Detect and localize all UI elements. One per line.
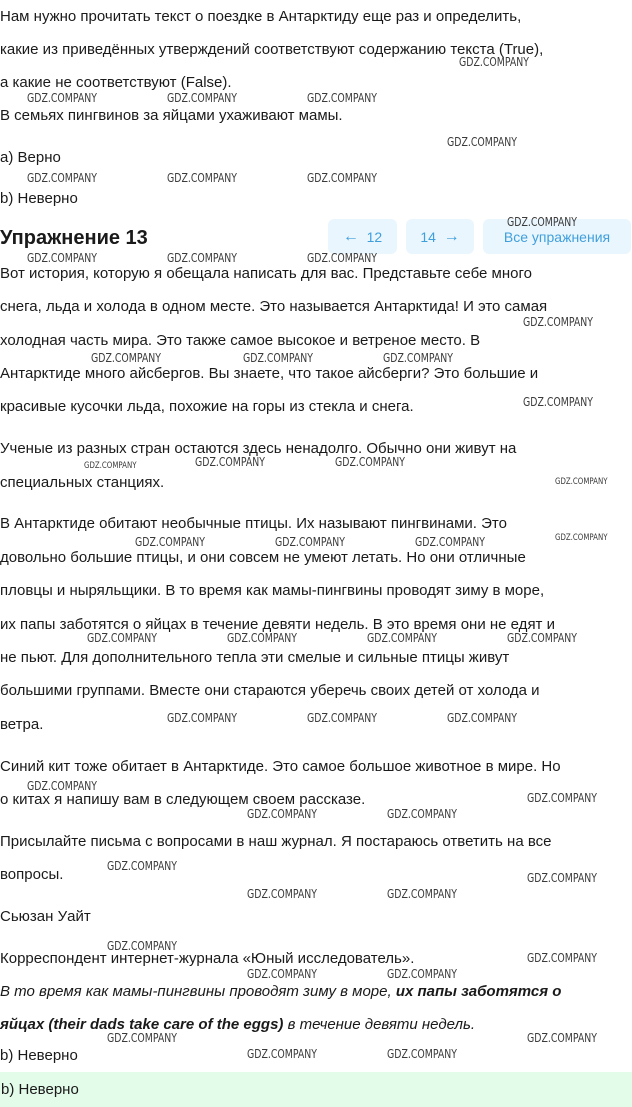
watermark: GDZ.COMPANY — [527, 791, 598, 805]
watermark: GDZ.COMPANY — [243, 351, 314, 365]
story-line: снега, льда и холода в одном месте. Это называется Антарктида! И это самая — [0, 298, 548, 315]
story-line: их папы заботятся о яйцах в течение девяти недель. В это время они не едят и — [0, 616, 555, 633]
watermark: GDZ.COMPANY — [307, 91, 378, 105]
watermark: GDZ.COMPANY — [227, 631, 298, 645]
story-line: довольно большие птицы, и они совсем не умеют летать. Но они отличные — [0, 549, 526, 566]
next-exercise-button[interactable] — [406, 219, 474, 254]
story-line: холодная часть мира. Это также самое высокое и ветреное место. В — [0, 332, 481, 349]
task-text-line: какие из приведённых утверждений соответствуют содержанию текста (True), — [0, 41, 544, 58]
watermark: GDZ.COMPANY — [135, 535, 206, 549]
watermark: GDZ.COMPANY — [387, 1047, 458, 1061]
watermark: GDZ.COMPANY — [387, 967, 458, 981]
watermark: GDZ.COMPANY — [387, 807, 458, 821]
watermark: GDZ.COMPANY — [167, 711, 238, 725]
story-line: ветра. — [0, 716, 44, 733]
watermark: GDZ.COMPANY — [507, 631, 578, 645]
author-name: Сьюзан Уайт — [0, 908, 91, 925]
watermark: GDZ.COMPANY — [91, 351, 162, 365]
watermark: GDZ.COMPANY — [107, 1031, 178, 1045]
watermark: GDZ.COMPANY — [167, 171, 238, 185]
watermark: GDZ.COMPANY — [447, 135, 518, 149]
watermark: GDZ.COMPANY — [307, 171, 378, 185]
watermark: GDZ.COMPANY — [523, 395, 594, 409]
watermark: GDZ.COMPANY — [335, 455, 406, 469]
story-line: В Антарктиде обитают необычные птицы. Их называют пингвинами. Это — [0, 515, 507, 532]
watermark: GDZ.COMPANY — [84, 461, 137, 471]
explanation-line-1 — [0, 983, 561, 1001]
watermark: GDZ.COMPANY — [27, 779, 98, 793]
watermark: GDZ.COMPANY — [459, 55, 530, 69]
watermark: GDZ.COMPANY — [247, 887, 318, 901]
prev-exercise-label: 12 — [366, 228, 383, 245]
story-line: Ученые из разных стран остаются здесь ненадолго. Обычно они живут на — [0, 440, 517, 457]
explanation-line-2 — [0, 1016, 475, 1034]
story-line: большими группами. Вместе они стараются уберечь своих детей от холода и — [0, 682, 540, 699]
explanation-part2: их папы заботятся о — [395, 983, 562, 1000]
watermark: GDZ.COMPANY — [527, 951, 598, 965]
task-text-line: Нам нужно прочитать текст о поездке в Антарктиду еще раз и определить, — [0, 8, 522, 25]
watermark: GDZ.COMPANY — [383, 351, 454, 365]
watermark: GDZ.COMPANY — [247, 967, 318, 981]
watermark: GDZ.COMPANY — [555, 477, 608, 487]
prev-exercise-button[interactable] — [328, 219, 397, 254]
watermark: GDZ.COMPANY — [27, 91, 98, 105]
arrow-left-icon: ← — [342, 227, 359, 245]
watermark: GDZ.COMPANY — [307, 711, 378, 725]
story-line: специальных станциях. — [0, 474, 165, 491]
watermark: GDZ.COMPANY — [107, 859, 178, 873]
arrow-right-icon: → — [443, 227, 460, 245]
story-line: Вот история, которую я обещала написать для вас. Представьте себе много — [0, 265, 532, 282]
watermark: GDZ.COMPANY — [447, 711, 518, 725]
watermark: GDZ.COMPANY — [367, 631, 438, 645]
watermark: GDZ.COMPANY — [167, 91, 238, 105]
task-statement: В семьях пингвинов за яйцами ухаживают мамы. — [0, 107, 343, 124]
watermark: GDZ.COMPANY — [523, 315, 594, 329]
story-line: Антарктиде много айсбергов. Вы знаете, что такое айсберги? Это большие и — [0, 365, 539, 382]
story-line: не пьют. Для дополнительного тепла эти смелые и сильные птицы живут — [0, 649, 510, 666]
watermark: GDZ.COMPANY — [415, 535, 486, 549]
watermark: GDZ.COMPANY — [195, 455, 266, 469]
watermark: GDZ.COMPANY — [247, 1047, 318, 1061]
watermark: GDZ.COMPANY — [27, 171, 98, 185]
final-answer: b) Неверно — [1, 1081, 79, 1098]
watermark: GDZ.COMPANY — [507, 215, 578, 229]
watermark: GDZ.COMPANY — [27, 251, 98, 265]
watermark: GDZ.COMPANY — [307, 251, 378, 265]
answer-text: b) Неверно — [0, 1047, 78, 1064]
story-line: вопросы. — [0, 866, 64, 883]
watermark: GDZ.COMPANY — [107, 939, 178, 953]
exercise-title: Упражнение 13 — [0, 227, 148, 249]
explanation-part4: в течение девяти недель. — [283, 1016, 476, 1033]
watermark: GDZ.COMPANY — [87, 631, 158, 645]
watermark: GDZ.COMPANY — [527, 1031, 598, 1045]
watermark: GDZ.COMPANY — [275, 535, 346, 549]
watermark: GDZ.COMPANY — [555, 533, 608, 543]
watermark: GDZ.COMPANY — [527, 871, 598, 885]
story-line: Присылайте письма с вопросами в наш журнал. Я постараюсь ответить на все — [0, 833, 552, 850]
explanation-part1: В то время как мамы-пингвины проводят зиму в море, — [0, 983, 396, 1000]
all-exercises-button[interactable] — [483, 219, 631, 254]
explanation-part3: яйцах (their dads take care of the eggs) — [0, 1016, 284, 1033]
author-title: Корреспондент интернет-журнала «Юный исследователь». — [0, 950, 415, 967]
next-exercise-label: 14 — [420, 228, 436, 245]
story-line: пловцы и ныряльщики. В то время как мамы-пингвины проводят зиму в море, — [0, 582, 545, 599]
all-exercises-label: Все упражнения — [503, 228, 611, 245]
task-text-line: а какие не соответствуют (False). — [0, 74, 232, 91]
answer-box — [0, 1072, 632, 1107]
story-line: Синий кит тоже обитает в Антарктиде. Это самое большое животное в мире. Но — [0, 758, 561, 775]
story-line: красивые кусочки льда, похожие на горы из стекла и снега. — [0, 398, 414, 415]
watermark: GDZ.COMPANY — [167, 251, 238, 265]
option-a: a) Верно — [0, 149, 61, 166]
watermark: GDZ.COMPANY — [387, 887, 458, 901]
watermark: GDZ.COMPANY — [247, 807, 318, 821]
option-b: b) Неверно — [0, 190, 78, 207]
story-line: о китах я напишу вам в следующем своем рассказе. — [0, 791, 366, 808]
